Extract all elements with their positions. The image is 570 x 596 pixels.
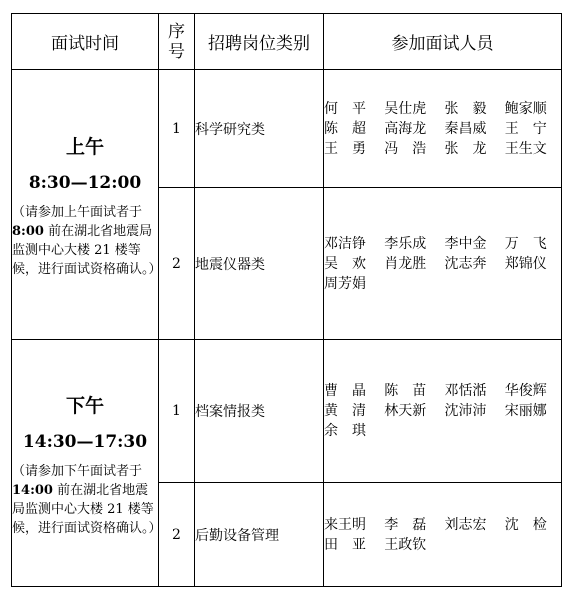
table-row (12, 340, 562, 483)
names-grid (324, 381, 561, 441)
candidate-name: 秦昌威 (444, 120, 487, 137)
candidate-name: 吴仕虎 (384, 100, 427, 117)
candidate-name: 华俊辉 (504, 383, 547, 399)
candidate-name: 肖龙胜 (384, 255, 427, 272)
candidate-name: 张 龙 (444, 140, 487, 157)
row-number: 1 (159, 340, 195, 483)
afternoon-period: 下午 (65, 394, 104, 417)
candidate-name: 王 勇 (324, 140, 366, 157)
morning-time-cell (12, 70, 162, 340)
morning-note-b: 前在湖北省地震局监测中心大楼 21 楼等候，进行面试资格确认。） (12, 224, 162, 277)
candidate-name: 宋丽娜 (504, 403, 547, 419)
candidate-name: 王生文 (504, 140, 547, 157)
candidate-names (324, 70, 562, 188)
header-no (159, 14, 195, 70)
morning-period: 上午 (65, 136, 104, 158)
candidate-name: 周芳娟 (324, 275, 366, 292)
header-no-line2: 号 (168, 41, 185, 62)
names-grid (324, 99, 561, 159)
candidate-name: 田 亚 (324, 536, 366, 553)
afternoon-note-b: 前在湖北省地震局监测中心大楼 21 楼等候，进行面试资格确认。） (12, 482, 162, 536)
header-people: 参加面试人员 (324, 14, 562, 70)
interview-schedule-table (11, 13, 562, 587)
header-category: 招聘岗位类别 (195, 14, 324, 70)
candidate-name: 沈志奔 (444, 255, 487, 272)
morning-note-a: （请参加上午面试者于 (12, 205, 143, 220)
row-number: 2 (159, 483, 195, 587)
candidate-name: 余 琪 (324, 423, 366, 439)
morning-note (12, 203, 162, 279)
afternoon-range: 14:30—17:30 (22, 431, 148, 452)
row-number: 1 (159, 70, 195, 188)
candidate-name: 万 飞 (504, 235, 547, 252)
afternoon-note-time: 14:00 (12, 482, 53, 498)
names-grid (324, 234, 561, 294)
afternoon-note-a: （请参加下午面试者于 (12, 463, 143, 479)
candidate-name: 李乐成 (384, 235, 427, 252)
morning-range: 8:30—12:00 (28, 173, 142, 193)
candidate-name: 刘志宏 (444, 516, 487, 533)
candidate-name: 冯 浩 (384, 140, 427, 157)
header-time: 面试时间 (12, 14, 159, 70)
candidate-names (324, 483, 562, 587)
afternoon-time-cell (12, 340, 162, 587)
candidate-name: 李 磊 (384, 516, 427, 533)
candidate-name: 沈 检 (504, 516, 547, 533)
candidate-name: 张 毅 (444, 100, 487, 117)
candidate-name: 陈 超 (324, 120, 366, 137)
afternoon-note (12, 462, 162, 538)
job-category: 档案情报类 (195, 340, 324, 483)
names-grid (324, 515, 561, 555)
row-number: 2 (159, 188, 195, 340)
candidate-name: 何 平 (324, 100, 366, 117)
job-category: 后勤设备管理 (195, 483, 324, 587)
candidate-name: 高海龙 (384, 120, 427, 137)
candidate-name: 邓恬湉 (444, 383, 487, 399)
job-category: 科学研究类 (195, 70, 324, 188)
candidate-names (324, 340, 562, 483)
candidate-name: 郑锦仪 (504, 255, 547, 272)
candidate-name: 林天新 (384, 403, 427, 419)
morning-note-time: 8:00 (12, 224, 44, 239)
candidate-name: 来王明 (324, 516, 366, 533)
candidate-name: 邓洁铮 (324, 235, 366, 252)
header-no-line1: 序 (168, 21, 185, 42)
candidate-name: 鲍家顺 (504, 100, 547, 117)
candidate-name: 王政钦 (384, 536, 427, 553)
candidate-name: 陈 苗 (384, 383, 427, 399)
candidate-name: 黄 清 (324, 403, 366, 419)
table-row (12, 70, 562, 188)
candidate-name: 沈沛沛 (444, 403, 487, 419)
candidate-name: 李中金 (444, 235, 487, 252)
candidate-name: 吴 欢 (324, 255, 366, 272)
job-category: 地震仪器类 (195, 188, 324, 340)
candidate-name: 王 宁 (504, 120, 547, 137)
candidate-name: 曹 晶 (324, 383, 366, 399)
candidate-names (324, 188, 562, 340)
header-row (12, 14, 562, 70)
